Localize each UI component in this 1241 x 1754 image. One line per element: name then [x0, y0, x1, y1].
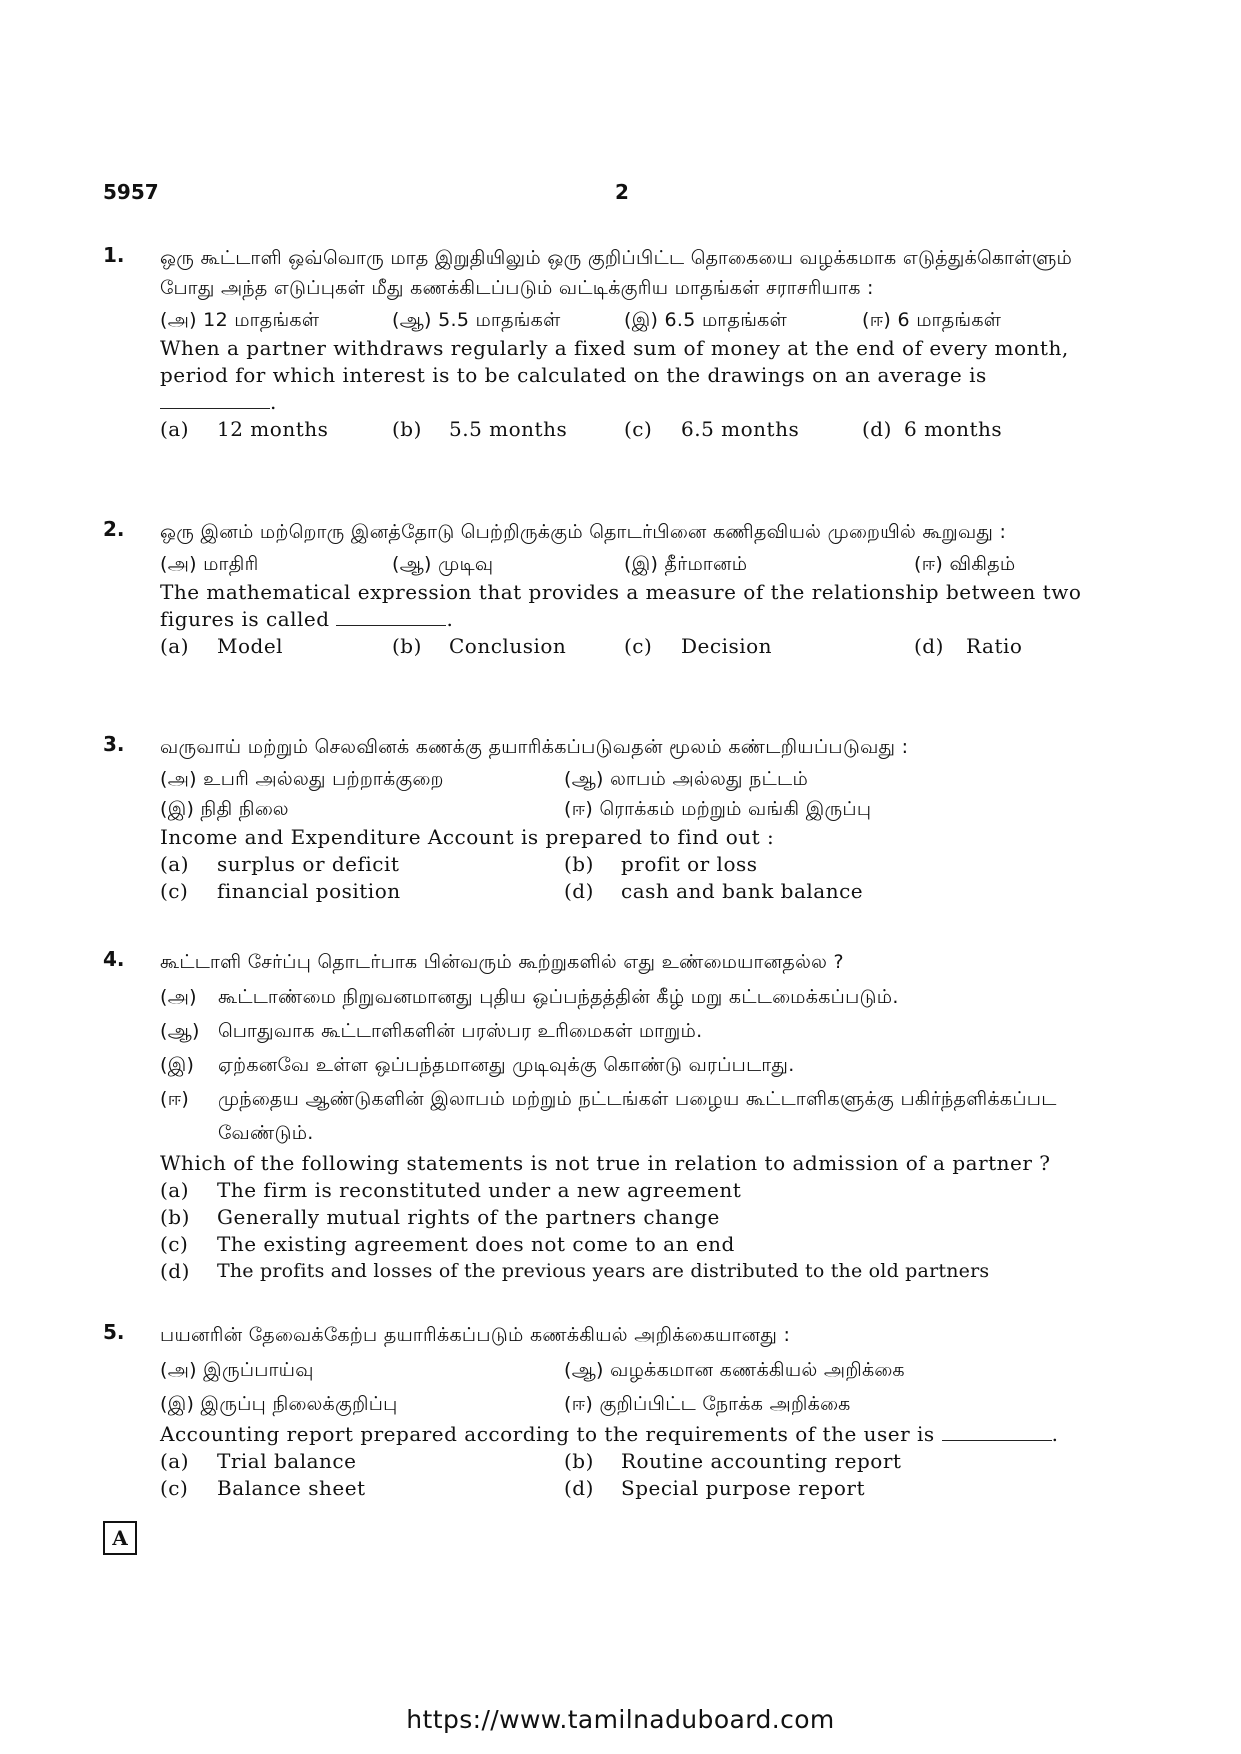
options — [160, 633, 1098, 660]
options — [160, 416, 1098, 443]
question-text-english: Income and Expenditure Account is prepared to find out : — [160, 825, 775, 849]
tamil-option: (இ) 6.5 மாதங்கள் — [624, 309, 788, 331]
option-c: (c) Decision — [624, 634, 773, 658]
option-c: (c) Balance sheet — [160, 1476, 366, 1500]
question-5 — [103, 1320, 1103, 1502]
option-a: (a) 12 months — [160, 417, 329, 441]
option-d: (d) The profits and losses of the previous years are distributed to the old partners — [160, 1259, 990, 1283]
options — [160, 851, 1098, 905]
option-b: (b) 5.5 months — [392, 417, 568, 441]
options — [160, 1448, 1098, 1502]
option-b: (b) Conclusion — [392, 634, 567, 658]
question-number: 4. — [103, 947, 125, 971]
tamil-options — [160, 980, 1098, 1150]
tamil-option: (ஆ) 5.5 மாதங்கள் — [392, 309, 561, 331]
tamil-option: (ஆ) முடிவு — [392, 553, 494, 575]
tamil-option: (ஆ) பொதுவாக கூட்டாளிகளின் பரஸ்பர உரிமைகள் மாறும். — [160, 1020, 703, 1042]
question-text-english: When a partner withdraws regularly a fixed sum of money at the end of every month, period for which interest is to be calculated on the drawings on an average is . — [160, 336, 1069, 414]
question-text-tamil: ஒரு கூட்டாளி ஒவ்வொரு மாத இறுதியிலும் ஒரு குறிப்பிட்ட தொகையை வழக்கமாக எடுத்துக்கொள்ளும் போது அந்த எடுப்புகள் மீது கணக்கிடப்படும் வட்டிக்குரிய மாதங்கள் சராசரியாக : — [160, 247, 1073, 299]
option-b: (b) Routine accounting report — [564, 1449, 902, 1473]
tamil-option: (ஈ) ரொக்கம் மற்றும் வங்கி இருப்பு — [564, 798, 872, 820]
question-text-english: The mathematical expression that provides a measure of the relationship between two figures is called . — [160, 580, 1082, 631]
option-c: (c) The existing agreement does not come to an end — [160, 1232, 735, 1256]
paper-code: 5957 — [103, 180, 159, 204]
tamil-options — [160, 305, 1098, 335]
tamil-option: (ஆ) வழக்கமான கணக்கியல் அறிக்கை — [564, 1359, 905, 1381]
question-4 — [103, 947, 1103, 1285]
option-b: (b) Generally mutual rights of the partners change — [160, 1205, 720, 1229]
page-header — [103, 180, 1103, 210]
tamil-option: (ஆ) லாபம் அல்லது நட்டம் — [564, 768, 809, 790]
question-number: 5. — [103, 1320, 125, 1344]
answer-blank — [942, 1423, 1052, 1441]
tamil-option: (இ) தீர்மானம் — [624, 553, 748, 575]
answer-blank — [160, 391, 270, 409]
question-1 — [103, 243, 1103, 443]
option-d: (d) Special purpose report — [564, 1476, 865, 1500]
question-text-tamil: ஒரு இனம் மற்றொரு இனத்தோடு பெற்றிருக்கும் தொடர்பினை கணிதவியல் முறையில் கூறுவது : — [160, 521, 1007, 543]
tamil-option: (இ) இருப்பு நிலைக்குறிப்பு — [160, 1393, 398, 1415]
footer-url[interactable]: https://www.tamilnaduboard.com — [406, 1705, 835, 1734]
tamil-option: (அ) இருப்பாய்வு — [160, 1359, 314, 1381]
answer-blank — [336, 608, 446, 626]
tamil-option: (அ) 12 மாதங்கள் — [160, 309, 320, 331]
question-number: 3. — [103, 732, 125, 756]
question-2 — [103, 517, 1103, 660]
question-number: 1. — [103, 243, 125, 267]
tamil-option: (அ) மாதிரி — [160, 553, 259, 575]
tamil-option: (ஈ) குறிப்பிட்ட நோக்க அறிக்கை — [564, 1393, 851, 1415]
page-number: 2 — [615, 180, 629, 204]
tamil-options — [160, 1353, 1098, 1421]
option-a: (a) surplus or deficit — [160, 852, 400, 876]
question-number: 2. — [103, 517, 125, 541]
question-text-tamil: கூட்டாளி சேர்ப்பு தொடர்பாக பின்வரும் கூற்றுகளில் எது உண்மையானதல்ல ? — [160, 951, 844, 973]
tamil-option: (ஈ) முந்தைய ஆண்டுகளின் இலாபம் மற்றும் நட்டங்கள் பழைய கூட்டாளிகளுக்கு பகிர்ந்தளிக்கப்பட வேண்டும். — [160, 1088, 1057, 1144]
option-d: (d) Ratio — [914, 634, 1023, 658]
option-c: (c) financial position — [160, 879, 401, 903]
option-b: (b) profit or loss — [564, 852, 758, 876]
question-set-label: A — [103, 1521, 137, 1555]
tamil-option: (ஈ) விகிதம் — [914, 553, 1016, 575]
question-text-tamil: வருவாய் மற்றும் செலவினக் கணக்கு தயாரிக்கப்படுவதன் மூலம் கண்டறியப்படுவது : — [160, 736, 909, 758]
question-text-english: Accounting report prepared according to the requirements of the user is . — [160, 1422, 1059, 1446]
options — [160, 1177, 1098, 1285]
question-text-english: Which of the following statements is not true in relation to admission of a partner ? — [160, 1151, 1051, 1175]
option-a: (a) Trial balance — [160, 1449, 357, 1473]
tamil-option: (அ) கூட்டாண்மை நிறுவனமானது புதிய ஒப்பந்தத்தின் கீழ் மறு கட்டமைக்கப்படும். — [160, 986, 899, 1008]
tamil-option: (இ) ஏற்கனவே உள்ள ஒப்பந்தமானது முடிவுக்கு கொண்டு வரப்படாது. — [160, 1054, 795, 1076]
tamil-option: (இ) நிதி நிலை — [160, 798, 289, 820]
tamil-option: (ஈ) 6 மாதங்கள் — [862, 309, 1002, 331]
option-a: (a) Model — [160, 634, 284, 658]
option-d: (d) cash and bank balance — [564, 879, 864, 903]
option-c: (c) 6.5 months — [624, 417, 800, 441]
tamil-options — [160, 549, 1098, 579]
option-d: (d) 6 months — [862, 417, 1003, 441]
tamil-options — [160, 764, 1098, 824]
question-3 — [103, 732, 1103, 905]
option-a: (a) The firm is reconstituted under a new agreement — [160, 1178, 742, 1202]
question-text-tamil: பயனரின் தேவைக்கேற்ப தயாரிக்கப்படும் கணக்கியல் அறிக்கையானது : — [160, 1324, 791, 1346]
tamil-option: (அ) உபரி அல்லது பற்றாக்குறை — [160, 768, 444, 790]
